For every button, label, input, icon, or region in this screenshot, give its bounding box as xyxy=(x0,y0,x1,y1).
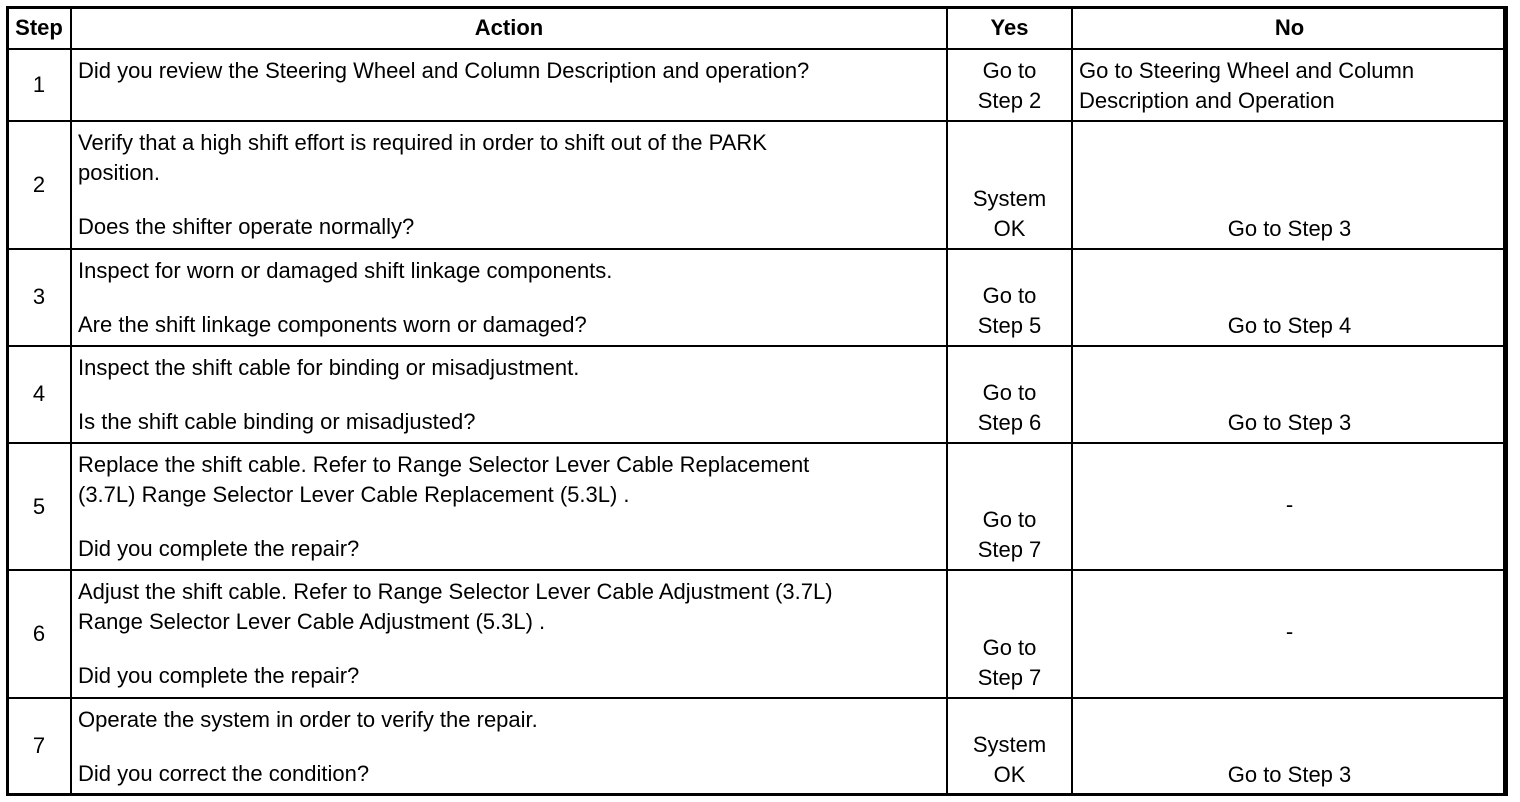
step-number: 4 xyxy=(7,346,71,443)
action-text: Replace the shift cable. Refer to Range Selector Lever Cable Replacement xyxy=(78,452,810,478)
yes-text: Step 2 xyxy=(977,88,1042,113)
step-number: 2 xyxy=(7,121,71,248)
no-text: - xyxy=(1285,491,1294,517)
yes-text: OK xyxy=(993,762,1026,787)
step-number: 6 xyxy=(7,570,71,697)
yes-text: System xyxy=(972,185,1047,211)
action-text: Did you review the Steering Wheel and Column Description and operation? xyxy=(78,58,810,83)
action-text: Inspect for worn or damaged shift linkage components. xyxy=(78,257,613,283)
question-text: Is the shift cable binding or misadjusted? xyxy=(78,408,476,434)
table-outer-border xyxy=(6,6,1506,796)
action-text: Range Selector Lever Cable Adjustment (5.3L) . xyxy=(78,609,546,635)
yes-text: Go to xyxy=(982,58,1037,83)
question-text: Are the shift linkage components worn or damaged? xyxy=(78,311,587,337)
yes-text: Go to xyxy=(982,282,1037,308)
yes-text: Step 6 xyxy=(977,410,1042,436)
header-step: Step xyxy=(7,7,71,49)
yes-text: Step 7 xyxy=(977,537,1042,563)
yes-text: OK xyxy=(993,215,1026,241)
question-text: Did you complete the repair? xyxy=(78,536,360,562)
step-number: 3 xyxy=(7,249,71,346)
action-text: Verify that a high shift effort is required in order to shift out of the PARK xyxy=(78,130,767,156)
no-text: Go to Step 3 xyxy=(1227,410,1352,436)
action-text: Adjust the shift cable. Refer to Range Selector Lever Cable Adjustment (3.7L) xyxy=(78,579,833,605)
header-action: Action xyxy=(71,7,947,49)
step-number: 7 xyxy=(7,698,71,795)
no-text: Go to Steering Wheel and Column xyxy=(1079,58,1415,83)
question-text: Did you correct the condition? xyxy=(78,760,370,786)
action-text: position. xyxy=(78,160,160,186)
question-text: Did you complete the repair? xyxy=(78,663,360,689)
yes-text: System xyxy=(972,732,1047,757)
action-text: Inspect the shift cable for binding or misadjustment. xyxy=(78,354,580,380)
yes-text: Step 5 xyxy=(977,312,1042,338)
no-text: Go to Step 4 xyxy=(1227,312,1352,338)
yes-text: Go to xyxy=(982,507,1037,533)
header-yes: Yes xyxy=(947,7,1072,49)
yes-text: Step 7 xyxy=(977,664,1042,690)
no-text: - xyxy=(1285,619,1294,644)
action-text: Operate the system in order to verify the repair. xyxy=(78,706,538,732)
yes-text: Go to xyxy=(982,380,1037,406)
yes-text: Go to xyxy=(982,634,1037,660)
step-number: 5 xyxy=(7,443,71,570)
step-number: 1 xyxy=(7,49,71,121)
no-text: Go to Step 3 xyxy=(1227,215,1352,241)
no-text: Go to Step 3 xyxy=(1227,762,1352,787)
no-text: Description and Operation xyxy=(1079,88,1335,113)
question-text: Does the shifter operate normally? xyxy=(78,214,415,240)
header-no: No xyxy=(1072,7,1507,49)
action-text: (3.7L) Range Selector Lever Cable Replacement (5.3L) . xyxy=(78,482,630,508)
